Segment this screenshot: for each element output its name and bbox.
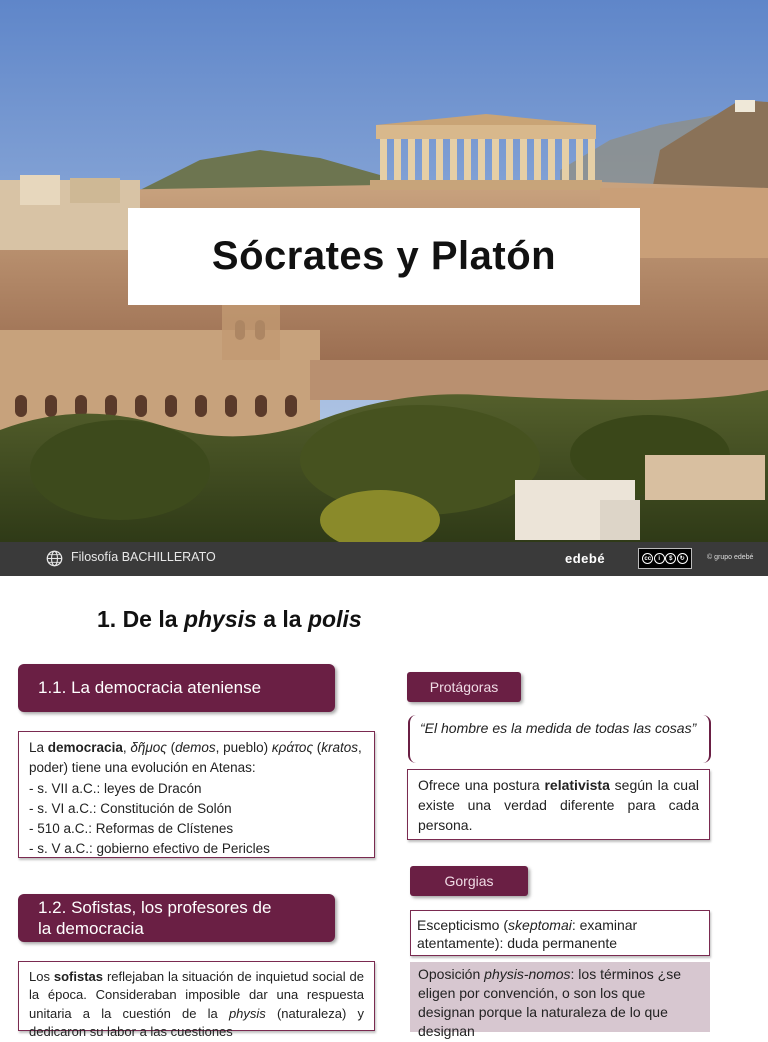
intro-open: ( xyxy=(166,740,176,755)
sofistas-box xyxy=(18,961,375,1040)
sofistas-text: reflejaban la situación de inquietud social de la época. Consideraban imposible dar una respuesta unitaria a la cuestión de la xyxy=(29,969,364,1021)
cc-icon: cc xyxy=(642,553,653,564)
title-physis: physis xyxy=(183,606,257,632)
course-label: Filosofía BACHILLERATO xyxy=(71,550,216,564)
skept-prefix: Escepticismo ( xyxy=(417,917,509,933)
intro-kratos-open: ( xyxy=(316,740,322,755)
globe-icon xyxy=(46,550,63,567)
opp-prefix: Oposición xyxy=(418,966,485,982)
intro-demos: demos xyxy=(175,740,216,755)
skept-word: skeptomai xyxy=(508,917,572,933)
slide2-title xyxy=(97,606,362,633)
by-icon: i xyxy=(654,553,665,564)
protagoras-desc-prefix: Ofrece una postura xyxy=(418,777,545,793)
intro-prefix: La xyxy=(29,740,48,755)
sofistas-bold: sofistas xyxy=(53,969,104,984)
protagoras-desc-bold: relativista xyxy=(544,777,610,793)
title-text-1: 1. De la xyxy=(97,606,184,632)
sofistas-text2: (naturaleza) y dedicaron su labor a las cuestiones xyxy=(29,1005,365,1040)
gorgias-skepticism xyxy=(410,910,710,956)
democracia-intro: La democracia, δῆμος (demos, pueblo) κράτος (kratos, poder) tiene una evolución en Atenas: xyxy=(29,740,362,776)
opp-rest: : los términos ¿se eligen por convención, o son los que designan porque la naturaleza de lo que designan xyxy=(418,966,682,1039)
democracia-box xyxy=(18,731,375,858)
slide-title-box xyxy=(128,208,640,305)
timeline-item: - s. VII a.C.: leyes de Dracón xyxy=(29,780,202,796)
title-polis: polis xyxy=(307,606,362,632)
publisher-logo: edebé xyxy=(565,551,606,566)
timeline-item: - s. V a.C.: gobierno efectivo de Pericles xyxy=(29,841,270,857)
section-header-sofistas xyxy=(18,894,335,942)
section-header-democracia: 1.1. La democracia ateniense xyxy=(18,664,335,712)
gorgias-opposition xyxy=(410,962,710,1039)
sofistas-physis: physis xyxy=(228,1005,266,1021)
timeline-item: - 510 a.C.: Reformas de Clístenes xyxy=(29,821,234,836)
timeline-item: - s. VI a.C.: Constitución de Solón xyxy=(29,800,232,816)
cc-license-badge xyxy=(638,548,692,569)
sofistas-heading-line1: 1.2. Sofistas, los profesores de xyxy=(38,897,272,917)
intro-rest: , poder) tiene una evolución en Atenas: xyxy=(29,740,362,776)
intro-bold: democracia xyxy=(47,740,123,755)
opp-word: physis-nomos xyxy=(484,966,571,982)
nc-icon: $ xyxy=(665,553,676,564)
intro-kratos: kratos xyxy=(321,740,359,755)
footer-bar xyxy=(0,542,768,576)
protagoras-quote: “El hombre es la medida de todas las cosas” xyxy=(408,715,711,763)
intro-greek-demos: δῆμος xyxy=(130,740,167,755)
intro-demos-gloss: , pueblo) xyxy=(215,740,272,755)
copyright-text: © grupo edebé xyxy=(707,554,754,561)
protagoras-desc-rest: según la cual existe una verdad diferente para cada persona. xyxy=(418,777,699,833)
protagoras-desc xyxy=(407,769,710,840)
skept-rest: : examinar atentamente): duda permanente xyxy=(417,917,638,952)
tag-gorgias: Gorgias xyxy=(410,866,528,896)
tag-protagoras: Protágoras xyxy=(407,672,521,702)
content-slide xyxy=(0,576,768,1040)
intro-greek-kratos: κράτος xyxy=(271,740,314,755)
sa-icon: ↻ xyxy=(677,553,688,564)
sofistas-prefix: Los xyxy=(29,969,54,984)
sofistas-heading-line2: la democracia xyxy=(38,919,144,938)
title-text-2: a la xyxy=(256,606,308,632)
slide-title: Sócrates y Platón xyxy=(211,234,557,278)
